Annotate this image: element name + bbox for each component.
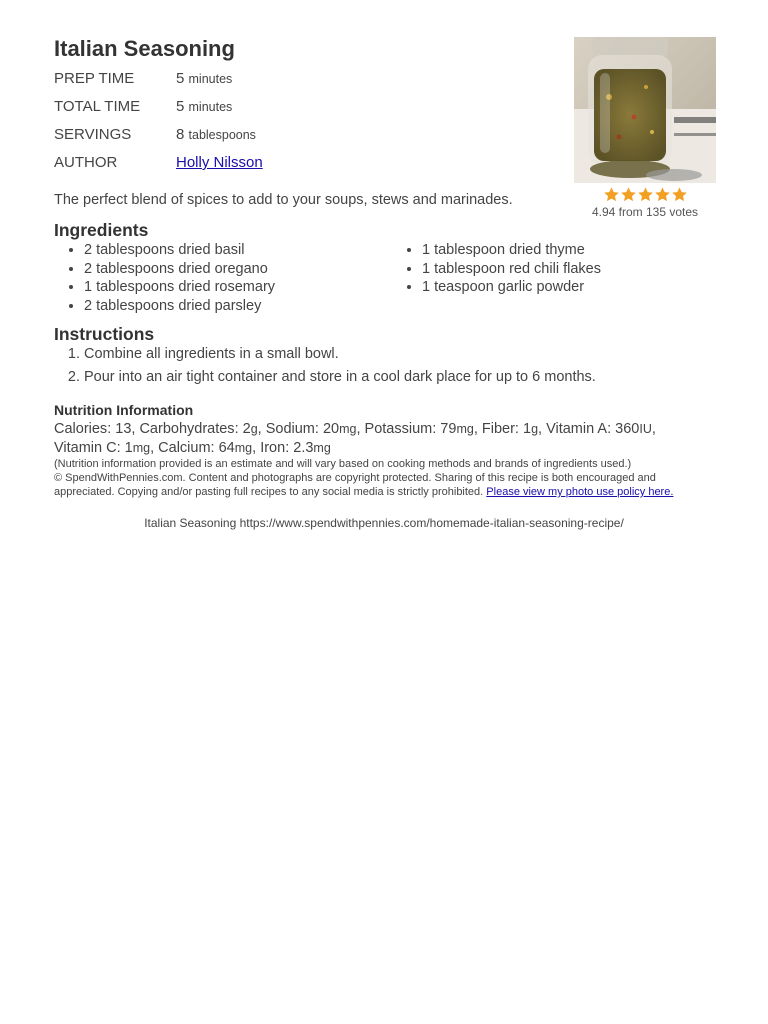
instruction-step: 1. Combine all ingredients in a small bowl. [84,345,596,363]
instruction-step: 2. Pour into an air tight container and store in a cool dark place for up to 6 months. [84,368,596,386]
meta-label: TOTAL TIME [54,98,141,115]
nutrient-label: Sodium [265,421,315,437]
nutrient-unit: mg [234,441,253,455]
meta-author [54,154,263,171]
nutrient-value: 360 [615,421,640,437]
nutrient-unit: mg [313,441,331,455]
meta-value: 5 [176,70,185,87]
nutrient-value: 64 [218,440,235,456]
ingredient-item: • 1 tablespoon dried thyme [422,241,601,260]
nutrient-label: Vitamin C [54,440,117,456]
nutrient-value: 2 [242,421,251,437]
ingredient-item: • 2 tablespoons dried parsley [84,297,275,316]
nutrition-disclaimer: (Nutrition information provided is an estimate and will vary based on cooking methods and brands of ingredients used.) [54,458,632,470]
nutrition-heading: Nutrition Information [54,402,194,418]
star-icon[interactable] [654,186,671,203]
nutrient-label: Calcium [158,440,211,456]
nutrient-value: 20 [322,421,340,437]
meta-label: SERVINGS [54,126,132,143]
meta-label: PREP TIME [54,70,135,87]
ingredients-list-left [54,241,275,315]
nutrient-label: Vitamin A [546,421,608,437]
nutrient-value: 1 [124,440,133,456]
rating-text: 4.94 from 135 votes [591,205,699,219]
meta-label: AUTHOR [54,154,118,171]
rating-stars[interactable] [603,186,688,203]
star-icon[interactable] [671,186,688,203]
nutrient-unit: mg [339,422,357,436]
ingredient-item: • 1 tablespoons dried rosemary [84,278,275,297]
meta-value: 8 [176,126,185,143]
nutrient-label: Potassium [364,421,433,437]
meta-value: 5 [176,98,185,115]
ingredient-item: • 1 teaspoon garlic powder [422,278,601,297]
recipe-photo [574,37,716,183]
author-link[interactable]: Holly Nilsson [176,154,263,171]
star-icon[interactable] [620,186,637,203]
ingredient-item: • 2 tablespoons dried oregano [84,260,275,279]
star-icon[interactable] [637,186,654,203]
meta-unit: tablespoons [188,128,256,142]
nutrient-value: 13 [115,421,132,437]
photo-policy-link[interactable]: Please view my photo use policy here. [486,486,674,498]
nutrient-unit: mg [456,422,474,436]
nutrient-label: Calories [54,421,108,437]
nutrient-unit: IU [639,422,652,436]
nutrient-value: 2.3 [293,440,314,456]
nutrient-label: Fiber [481,421,515,437]
instructions-heading: Instructions [54,324,155,344]
ingredients-list-right [392,241,601,297]
nutrition-values: Calories: 13, Carbohydrates: 2g, Sodium: 20mg, Potassium: 79mg, Fiber: 1g, Vitamin A: 360IU, Vitamin C: 1mg, Calcium: 64mg, Iron: 2.3mg [54,421,656,456]
nutrient-unit: mg [132,441,151,455]
ingredients-heading: Ingredients [54,220,149,240]
nutrient-label: Carbohydrates [139,421,235,437]
ingredient-item: • 2 tablespoons dried basil [84,241,275,260]
nutrient-value: 79 [440,421,457,437]
nutrient-unit: g [250,422,258,436]
ingredient-item: • 1 tablespoon red chili flakes [422,260,601,279]
nutrient-unit: g [531,422,539,436]
copyright-notice [54,471,704,499]
instructions-list [54,345,596,391]
recipe-summary: The perfect blend of spices to add to your soups, stews and marinades. [54,192,513,208]
meta-servings [54,126,256,143]
meta-total-time [54,98,232,115]
source-footer: Italian Seasoning https://www.spendwithpennies.com/homemade-italian-seasoning-recipe/ [144,516,624,530]
copyright-text: © SpendWithPennies.com. Content and photographs are copyright protected. Sharing of this recipe is both encouraged and appreciated. Copying and/or pasting full recipes to any social media is strictly prohibited. [54,472,656,498]
nutrient-value: 1 [522,421,532,437]
meta-prep-time [54,70,232,87]
meta-unit: minutes [188,100,233,114]
star-icon[interactable] [603,186,620,203]
recipe-title: Italian Seasoning [54,36,235,61]
nutrient-label: Iron [260,440,286,456]
meta-unit: minutes [188,72,233,86]
